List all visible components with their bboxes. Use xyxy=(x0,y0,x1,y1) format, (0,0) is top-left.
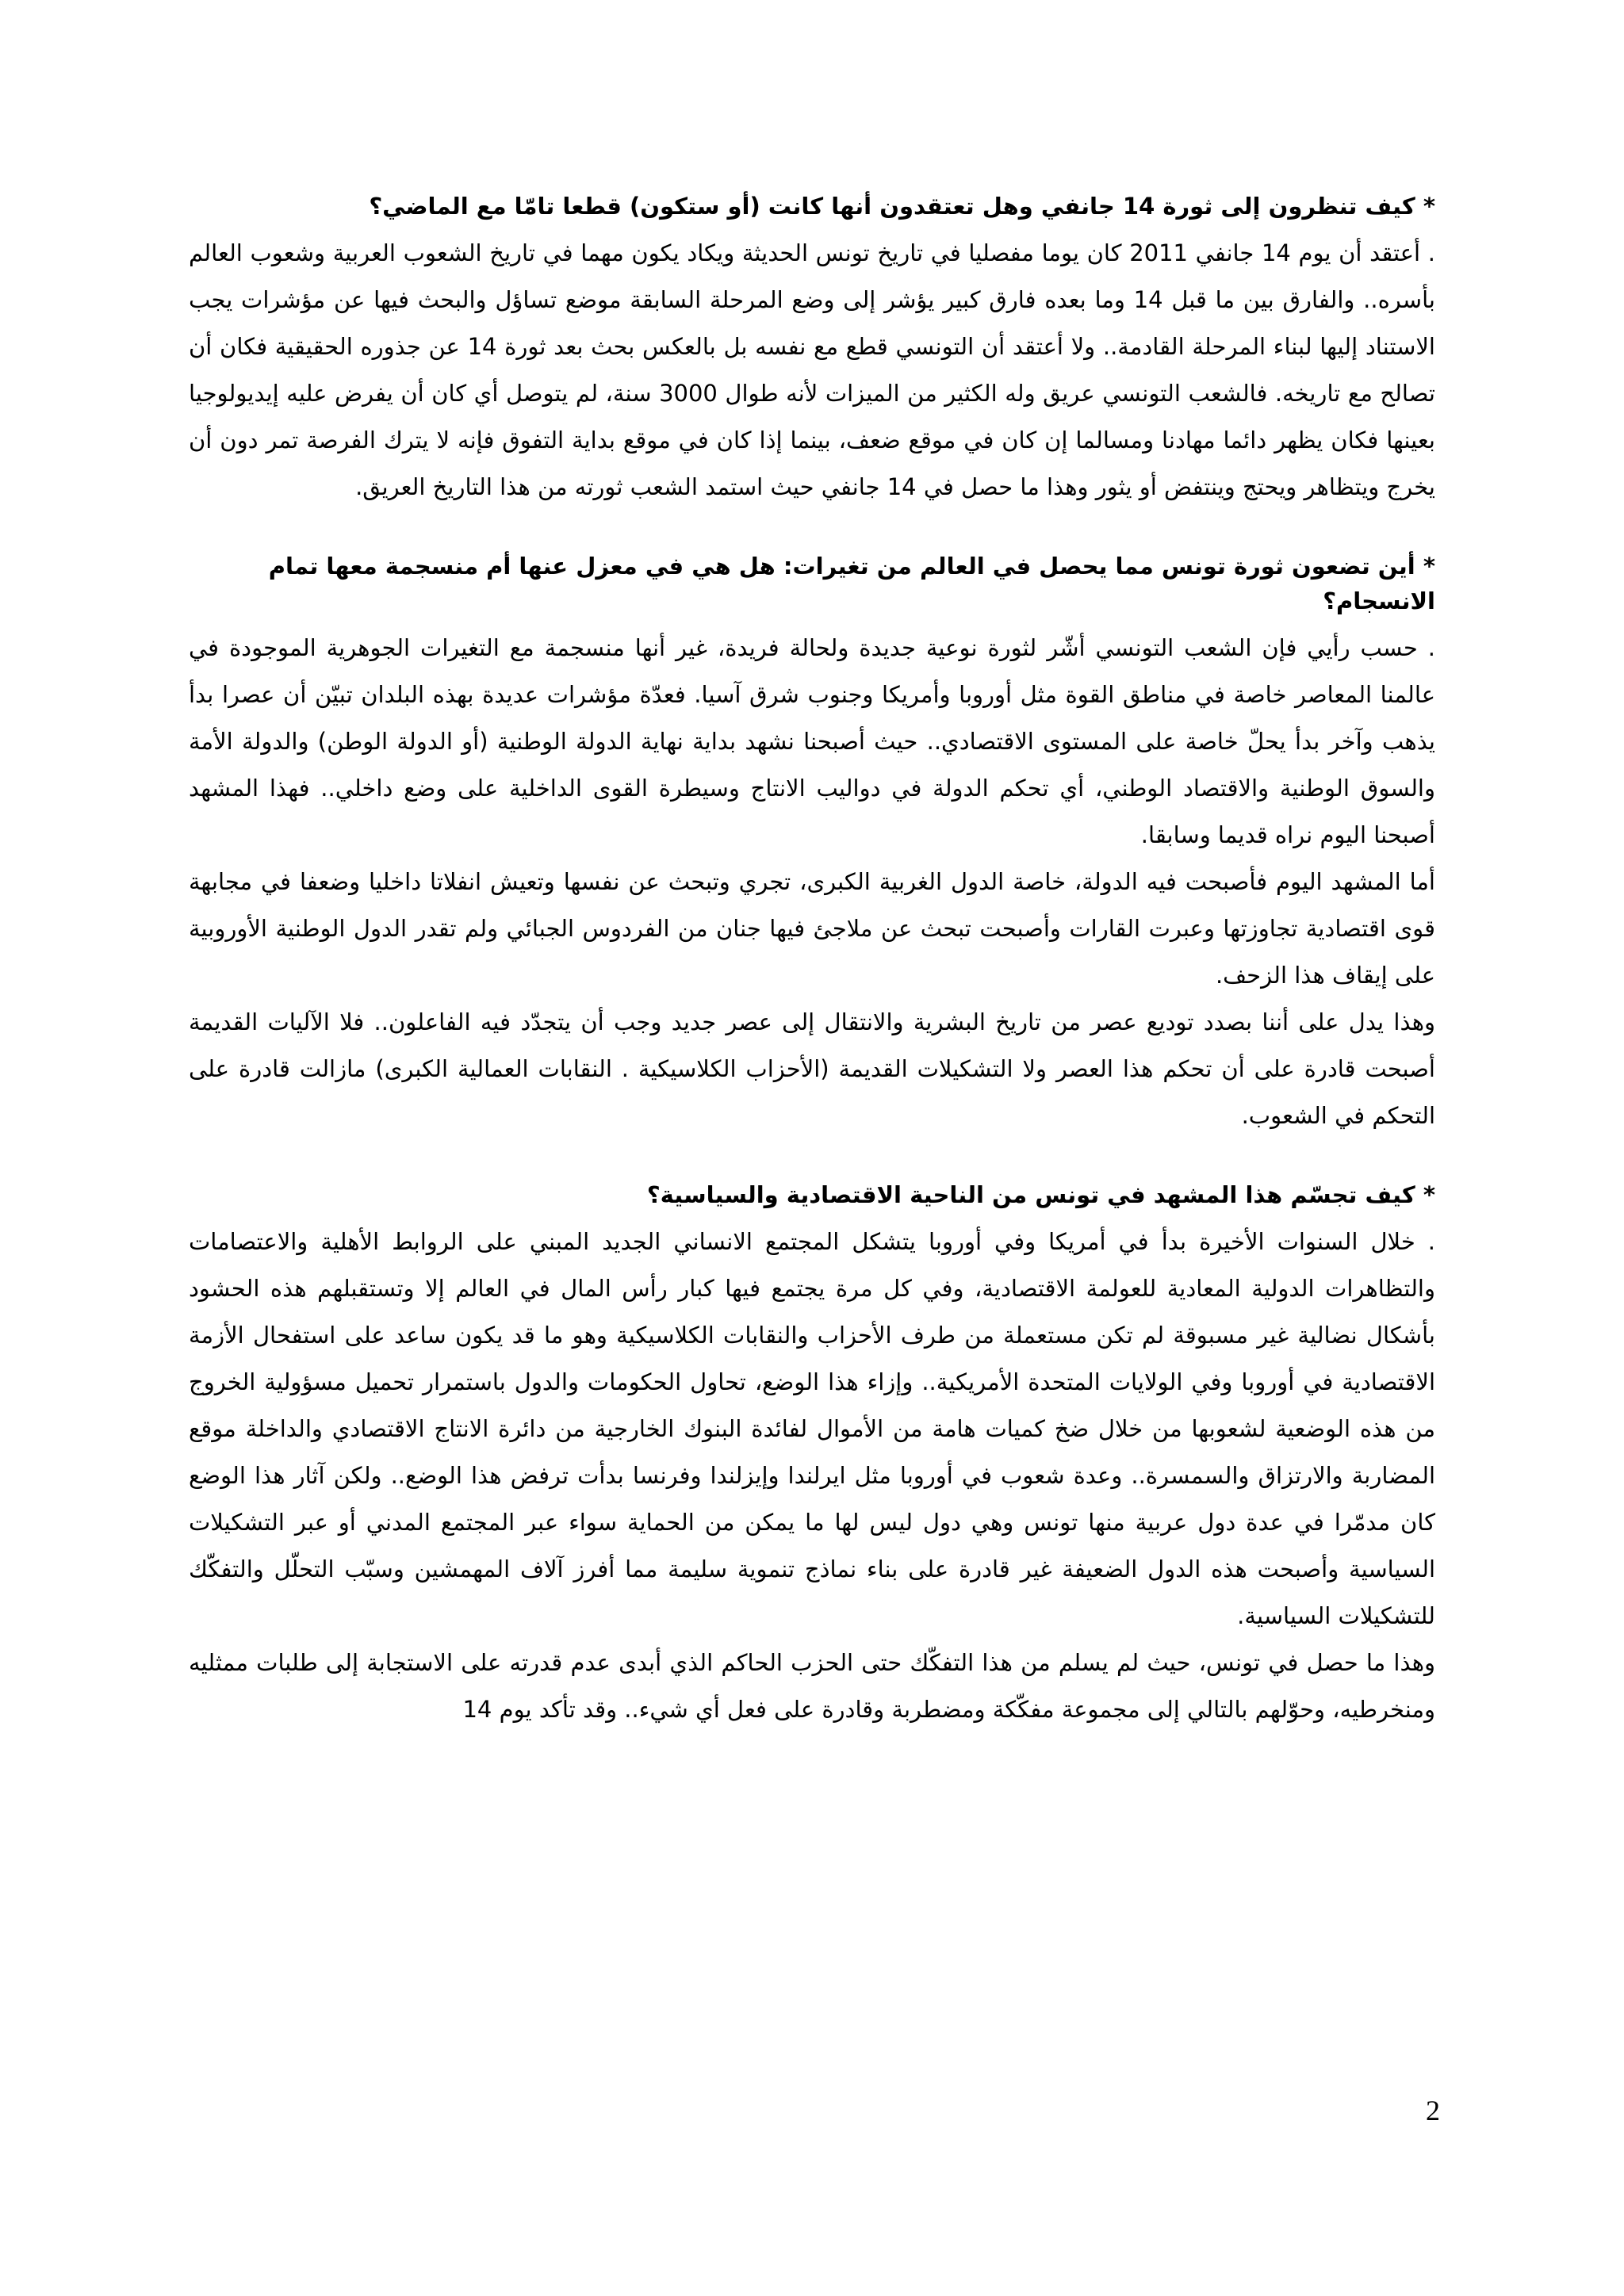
qa-section-2 xyxy=(189,549,1435,1139)
question-heading: * كيف تنظرون إلى ثورة 14 جانفي وهل تعتقدون أنها كانت (أو ستكون) قطعا تامّا مع الماضي؟ xyxy=(369,193,1435,220)
answer-paragraph: وهذا ما حصل في تونس، حيث لم يسلم من هذا التفكّك حتى الحزب الحاكم الذي أبدى عدم قدرته على الاستجابة إلى طلبات ممثليه ومنخرطيه، وحوّلهم بالتالي إلى مجموعة مفكّكة ومضطربة وقادرة على فعل أي شيء.. وقد تأكد يوم 14 xyxy=(189,1649,1435,1723)
question-heading: * كيف تجسّم هذا المشهد في تونس من الناحية الاقتصادية والسياسية؟ xyxy=(646,1181,1435,1208)
qa-section-3 xyxy=(189,1177,1435,1733)
qa-section-1 xyxy=(189,189,1435,511)
answer-paragraph: . خلال السنوات الأخيرة بدأ في أمريكا وفي أوروبا يتشكل المجتمع الانساني الجديد المبني على الروابط الأهلية والاعتصامات والتظاهرات الدولية المعادية للعولمة الاقتصادية، وفي كل مرة يجتمع فيها كبار رأس المال في العالم إلا وتستقبلهم هذه الحشود بأشكال نضالية غير مسبوقة لم تكن مستعملة من طرف الأحزاب والنقابات الكلاسيكية وهو ما قد يكون ساعد على استفحال الأزمة الاقتصادية في أوروبا وفي الولايات المتحدة الأمريكية.. وإزاء هذا الوضع، تحاول الحكومات والدول باستمرار تحميل مسؤولية الخروج من هذه الوضعية لشعوبها من خلال ضخ كميات هامة من الأموال لفائدة البنوك الخارجية من دائرة الانتاج الاقتصادي والداخلة موقع المضاربة والارتزاق والسمسرة.. وعدة شعوب في أوروبا مثل ايرلندا وإيزلندا وفرنسا بدأت ترفض هذا الوضع.. ولكن آثار هذا الوضع كان مدمّرا في عدة دول عربية منها تونس وهي دول ليس لها ما يمكن من الحماية سواء عبر المجتمع المدني أو عبر التشكيلات السياسية وأصبحت هذه الدول الضعيفة غير قادرة على بناء نماذج تنموية سليمة مما أفرز آلاف المهمشين وسبّب التحلّل والتفكّك للتشكيلات السياسية. xyxy=(189,1228,1435,1629)
page-number: 2 xyxy=(1426,2095,1440,2126)
page-body xyxy=(189,189,1435,1733)
question-heading: * أين تضعون ثورة تونس مما يحصل في العالم من تغيرات: هل هي في معزل عنها أم منسجمة معها تمام الانسجام؟ xyxy=(268,553,1435,614)
answer-paragraph: وهذا يدل على أننا بصدد توديع عصر من تاريخ البشرية والانتقال إلى عصر جديد وجب أن يتجدّد فيه الفاعلون.. فلا الآليات القديمة أصبحت قادرة على أن تحكم هذا العصر ولا التشكيلات القديمة (الأحزاب الكلاسيكية . النقابات العمالية الكبرى) مازالت قادرة على التحكم في الشعوب. xyxy=(189,1008,1435,1129)
answer-paragraph: أما المشهد اليوم فأصبحت فيه الدولة، خاصة الدول الغربية الكبرى، تجري وتبحث عن نفسها وتعيش انفلاتا داخليا وضعفا في مجابهة قوى اقتصادية تجاوزتها وعبرت القارات وأصبحت تبحث عن ملاجئ فيها جنان من الفردوس الجبائي ولم تقدر الدول الوطنية الأوروبية على إيقاف هذا الزحف. xyxy=(189,868,1435,989)
answer-paragraph: . حسب رأيي فإن الشعب التونسي أشّر لثورة نوعية جديدة ولحالة فريدة، غير أنها منسجمة مع التغيرات الجوهرية الموجودة في عالمنا المعاصر خاصة في مناطق القوة مثل أوروبا وأمريكا وجنوب شرق آسيا. فعدّة مؤشرات عديدة بهذه البلدان تبيّن أن عصرا بدأ يذهب وآخر بدأ يحلّ خاصة على المستوى الاقتصادي.. حيث أصبحنا نشهد بداية نهاية الدولة الوطنية (أو الدولة الوطن) والدولة الأمة والسوق الوطنية والاقتصاد الوطني، أي تحكم الدولة في دواليب الانتاج وسيطرة القوى الداخلية على وضع داخلي.. فهذا المشهد أصبحنا اليوم نراه قديما وسابقا. xyxy=(189,634,1435,848)
answer-paragraph: . أعتقد أن يوم 14 جانفي 2011 كان يوما مفصليا في تاريخ تونس الحديثة ويكاد يكون مهما في تاريخ الشعوب العربية وشعوب العالم بأسره.. والفارق بين ما قبل 14 وما بعده فارق كبير يؤشر إلى وضع المرحلة السابقة موضع تساؤل والبحث فيها عن مؤشرات يجب الاستناد إليها لبناء المرحلة القادمة.. ولا أعتقد أن التونسي قطع مع نفسه بل بالعكس بحث بعد ثورة 14 عن جذوره الحقيقية فكان أن تصالح مع تاريخه. فالشعب التونسي عريق وله الكثير من الميزات لأنه طوال 3000 سنة، لم يتوصل أي كان أن يفرض عليه إيديولوجيا بعينها فكان يظهر دائما مهادنا ومسالما إن كان في موقع ضعف، بينما إذا كان في موقع بداية التفوق فإنه لا يترك الفرصة تمر دون أن يخرج ويتظاهر ويحتج وينتفض أو يثور وهذا ما حصل في 14 جانفي حيث استمد الشعب ثورته من هذا التاريخ العريق. xyxy=(189,239,1435,500)
